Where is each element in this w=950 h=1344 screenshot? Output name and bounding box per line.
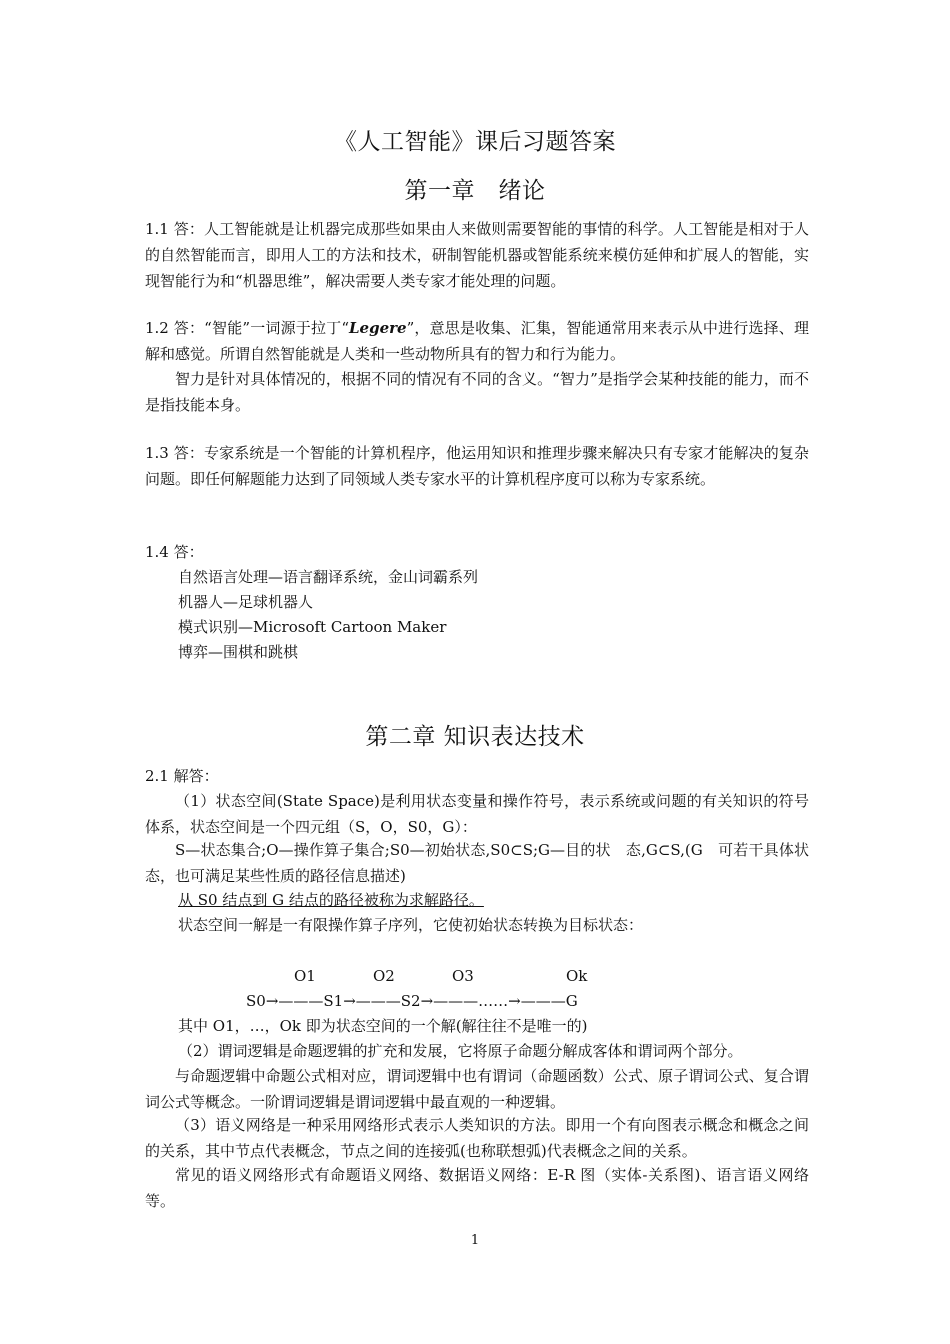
operator-label: O2 [373,967,395,985]
state-space-solution-intro: 状态空间一解是一有限操作算子序列，它使初始状态转换为目标状态： [178,916,644,934]
chapter1-title: 第一章 绪论 [404,178,546,204]
answer-1-2 [145,315,809,367]
semantic-network-paragraph: （3）语义网络是一种采用网络形式表示人类知识的方法。即用一个有向图表示概念和概念之间的关系，其中节点代表概念，节点之间的连接弧(也称联想弧)代表概念之间的关系。 [145,1116,809,1160]
solution-path-sentence: 从 S0 结点到 G 结点的路径被称为求解路径。 [178,891,484,909]
predicate-logic-detail: 与命题逻辑中命题公式相对应，谓词逻辑中也有谓词（命题函数）公式、原子谓词公式、复合谓词公式等概念。一阶谓词逻辑是谓词逻辑中最直观的一种逻辑。 [145,1067,809,1111]
chapter2-title: 第二章 知识表达技术 [365,724,585,750]
solution-note: 其中 O1，…，Ok 即为状态空间的一个解(解往往不是唯一的) [178,1017,588,1035]
answer-1-1: 1.1 答：人工智能就是让机器完成那些如果由人来做则需要智能的事情的科学。人工智能是相对于人的自然智能而言，即用人工的方法和技术，研制智能机器或智能系统来模仿延伸和扩展人的智能，实现智能行为和“机器思维”，解决需要人类专家才能处理的问题。 [145,220,809,290]
answer-1-2-pre: 1.2 答：“智能”一词源于拉丁“ [145,319,349,337]
operator-label: O1 [294,967,316,985]
answer-1-2-post: ”，意思是收集、汇集，智能通常用来表示从中进行选择、理解和感觉。所谓自然智能就是人类和一些动物所具有的智力和行为能力。 [145,319,809,363]
answer-1-4-label: 1.4 答： [145,543,204,561]
answer-1-2-paragraph-2: 智力是针对具体情况的，根据不同的情况有不同的含义。“智力”是指学会某种技能的能力，而不是指技能本身。 [145,370,809,414]
operator-label: O3 [452,967,474,985]
latin-word: Legere [349,319,407,337]
list-item: 机器人—足球机器人 [178,593,314,611]
list-item: 模式识别—Microsoft Cartoon Maker [178,618,447,636]
list-item: 自然语言处理—语言翻译系统，金山词霸系列 [178,568,479,586]
state-path-line: S0→———S1→———S2→———……→———G [246,992,578,1010]
page-number: 1 [470,1233,480,1248]
answer-1-3: 1.3 答：专家系统是一个智能的计算机程序，他运用知识和推理步骤来解决只有专家才能解决的复杂问题。即任何解题能力达到了同领域人类专家水平的计算机程序度可以称为专家系统。 [145,444,809,488]
predicate-logic-paragraph: （2）谓词逻辑是命题逻辑的扩充和发展，它将原子命题分解成客体和谓词两个部分。 [178,1042,743,1060]
document-title: 《人工智能》课后习题答案 [334,129,616,155]
state-space-paragraph: （1）状态空间(State Space)是利用状态变量和操作符号，表示系统或问题的有关知识的符号体系，状态空间是一个四元组（S，O，S0，G）： [145,792,809,836]
answer-2-1-label: 2.1 解答： [145,767,219,785]
semantic-network-forms: 常见的语义网络形式有命题语义网络、数据语义网络：E-R 图（实体-关系图)、语言语义网络等。 [145,1166,809,1210]
state-space-definition: S—状态集合;O—操作算子集合;S0—初始状态,S0⊂S;G—目的状 态,G⊂S,(G 可若干具体状态，也可满足某些性质的路径信息描述) [145,841,809,885]
list-item: 博弈—围棋和跳棋 [178,643,299,661]
operator-label: Ok [566,967,588,985]
